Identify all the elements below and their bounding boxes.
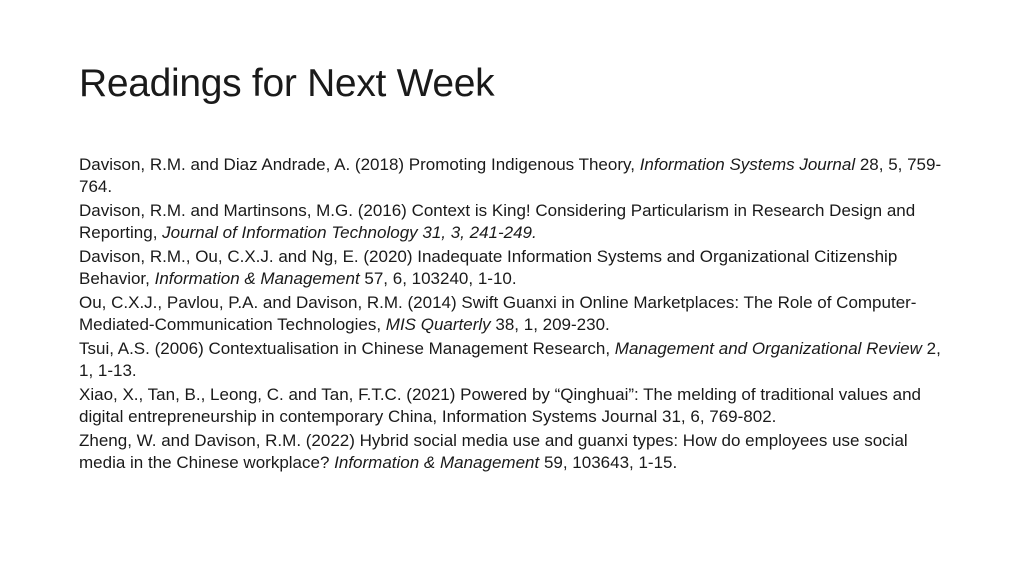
reference-text: Xiao, X., Tan, B., Leong, C. and Tan, F.T.C. (2021) Powered by “Qinghuai”: The melding of traditional values and digital entrepreneurship in contemporary China, Information Systems Journal 31, 6, 769-802. — [79, 385, 921, 426]
reference-details: 59, 103643, 1-15. — [539, 453, 678, 472]
reference-details: 2, 1, 1-13. — [79, 339, 941, 380]
reference-item — [79, 200, 954, 244]
reference-text: Davison, R.M. and Diaz Andrade, A. (2018) Promoting Indigenous Theory, — [79, 155, 640, 174]
reference-journal: Information & Management — [154, 269, 360, 288]
reference-text: Tsui, A.S. (2006) Contextualisation in Chinese Management Research, — [79, 339, 615, 358]
reference-journal: Management and Organizational Review — [614, 339, 922, 358]
reference-text: Davison, R.M., Ou, C.X.J. and Ng, E. (2020) Inadequate Information Systems and Organizational Citizenship Behavior, — [79, 247, 898, 288]
reference-journal: Information & Management — [334, 453, 540, 472]
reference-text: Zheng, W. and Davison, R.M. (2022) Hybrid social media use and guanxi types: How do employees use social media in the Chinese workplace? — [79, 431, 908, 472]
reference-item — [79, 246, 954, 290]
reference-journal: MIS Quarterly — [385, 315, 491, 334]
reference-details: 38, 1, 209-230. — [490, 315, 610, 334]
reference-text: Ou, C.X.J., Pavlou, P.A. and Davison, R.M. (2014) Swift Guanxi in Online Marketplaces: The Role of Computer-Mediated-Communication Technologies, — [79, 293, 917, 334]
reference-item — [79, 384, 954, 428]
reference-journal: Journal of Information Technology 31, 3, 241-249. — [162, 223, 537, 242]
reference-text: Davison, R.M. and Martinsons, M.G. (2016) Context is King! Considering Particularism in Research Design and Reporting, — [79, 201, 916, 242]
reference-journal: Information Systems Journal — [639, 155, 856, 174]
reference-list — [79, 154, 954, 476]
reference-item — [79, 154, 954, 198]
slide-title: Readings for Next Week — [79, 62, 495, 105]
reference-details: 57, 6, 103240, 1-10. — [359, 269, 517, 288]
reference-item — [79, 338, 954, 382]
reference-details: 28, 5, 759-764. — [79, 155, 942, 196]
reference-item — [79, 292, 954, 336]
reference-item — [79, 430, 954, 474]
